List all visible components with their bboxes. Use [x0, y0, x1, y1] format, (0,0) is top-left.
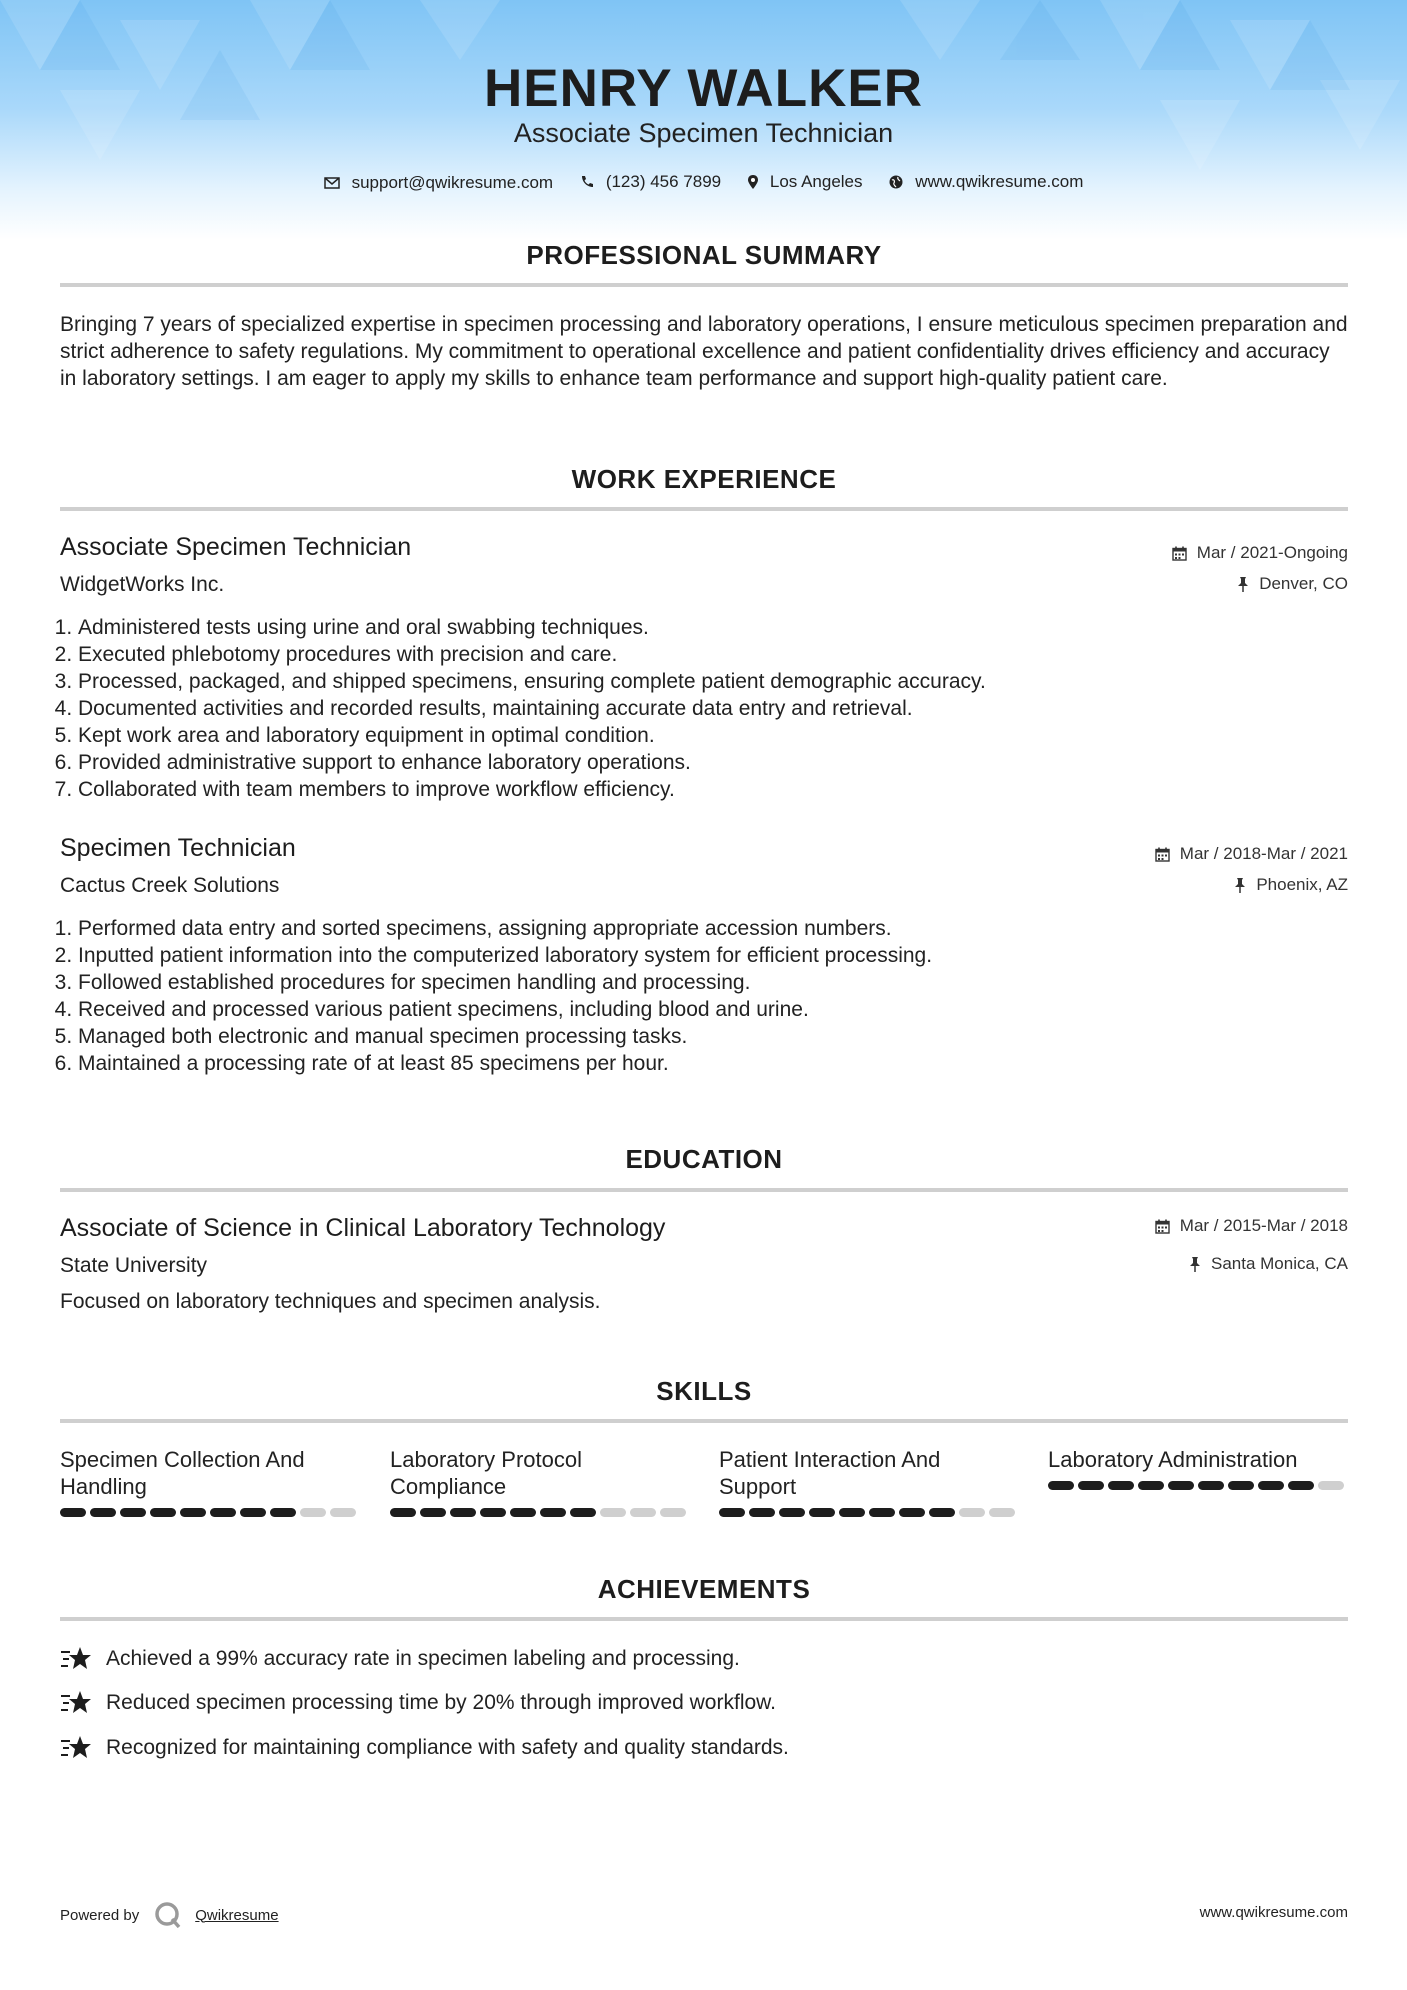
list-item: 6. Maintained a processing rate of at least 85 specimens per hour. — [78, 1050, 1368, 1077]
education-dates-text: Mar / 2015-Mar / 2018 — [1179, 1216, 1348, 1235]
skill-level-segment — [1138, 1481, 1164, 1490]
skill-level-segment — [180, 1508, 206, 1517]
list-item: 7. Collaborated with team members to improve workflow efficiency. — [78, 776, 1368, 803]
candidate-title: Associate Specimen Technician — [513, 118, 894, 148]
contact-location — [748, 172, 863, 192]
summary-heading: PROFESSIONAL SUMMARY — [526, 240, 882, 270]
skill-level-segment — [270, 1508, 296, 1517]
achievement-text: Reduced specimen processing time by 20% through improved workflow. — [106, 1691, 777, 1714]
contact-phone[interactable] — [580, 172, 721, 192]
achievement-item — [60, 1646, 740, 1672]
skill-level-segment — [390, 1508, 416, 1517]
email-text: support@qwikresume.com — [351, 173, 554, 192]
skill-level-segment — [989, 1508, 1015, 1517]
skill-item — [719, 1446, 1019, 1517]
list-item: 2. Inputted patient information into the computerized laboratory system for efficient processing. — [78, 942, 1368, 969]
skill-level-segment — [600, 1508, 626, 1517]
contact-website[interactable] — [889, 172, 1083, 192]
job-location — [1237, 574, 1348, 594]
skill-level-segment — [570, 1508, 596, 1517]
skill-level-bar — [60, 1508, 360, 1517]
skill-level-segment — [1258, 1481, 1284, 1490]
achievement-text: Recognized for maintaining compliance with safety and quality standards. — [106, 1736, 789, 1759]
skill-level-segment — [240, 1508, 266, 1517]
education-description: Focused on laboratory techniques and specimen analysis. — [60, 1290, 601, 1313]
list-item: 6. Provided administrative support to enhance laboratory operations. — [78, 749, 1368, 776]
phone-icon — [580, 175, 594, 189]
skill-level-segment — [480, 1508, 506, 1517]
list-item: 1. Performed data entry and sorted specimens, assigning appropriate accession numbers. — [78, 915, 1368, 942]
skill-level-segment — [300, 1508, 326, 1517]
skill-name: Specimen Collection And Handling — [60, 1447, 305, 1499]
skill-level-segment — [1288, 1481, 1314, 1490]
skill-level-segment — [1168, 1481, 1194, 1490]
globe-icon — [889, 175, 903, 189]
school-name: State University — [60, 1254, 208, 1277]
location-text: Los Angeles — [769, 172, 863, 191]
achievement-item — [60, 1690, 776, 1716]
job-dates-text: Mar / 2021-Ongoing — [1196, 543, 1348, 562]
skill-level-segment — [809, 1508, 835, 1517]
job-location — [1234, 875, 1348, 895]
powered-by-label: Powered by — [60, 1906, 140, 1924]
job-dates-text: Mar / 2018-Mar / 2021 — [1179, 844, 1348, 863]
skills-divider — [60, 1419, 1348, 1423]
qwikresume-logo-icon — [153, 1900, 183, 1930]
star-icon — [60, 1690, 92, 1716]
skill-level-segment — [1108, 1481, 1134, 1490]
education-location — [1189, 1254, 1348, 1274]
list-item: 3. Followed established procedures for specimen handling and processing. — [78, 969, 1368, 996]
skill-level-bar — [390, 1508, 690, 1517]
skill-level-segment — [1198, 1481, 1224, 1490]
skills-heading: SKILLS — [656, 1376, 752, 1406]
skill-name: Laboratory Protocol Compliance — [390, 1447, 582, 1499]
job-company: WidgetWorks Inc. — [60, 573, 225, 596]
contact-email[interactable] — [324, 173, 554, 193]
job-title: Associate Specimen Technician — [60, 533, 412, 561]
skill-level-segment — [1048, 1481, 1074, 1490]
pushpin-icon — [1234, 878, 1246, 893]
education-divider — [60, 1188, 1348, 1192]
skill-level-segment — [779, 1508, 805, 1517]
list-item: 4. Received and processed various patient specimens, including blood and urine. — [78, 996, 1368, 1023]
job-title: Specimen Technician — [60, 834, 296, 862]
footer-branding — [60, 1900, 279, 1930]
skill-level-segment — [749, 1508, 775, 1517]
list-item: 3. Processed, packaged, and shipped specimens, ensuring complete patient demographic accuracy. — [78, 668, 1368, 695]
calendar-icon — [1155, 847, 1170, 862]
skill-level-segment — [60, 1508, 86, 1517]
skill-level-segment — [540, 1508, 566, 1517]
skill-level-segment — [660, 1508, 686, 1517]
skill-level-segment — [90, 1508, 116, 1517]
website-text: www.qwikresume.com — [915, 172, 1084, 191]
achievements-heading: ACHIEVEMENTS — [597, 1574, 811, 1604]
skill-level-segment — [869, 1508, 895, 1517]
job-company: Cactus Creek Solutions — [60, 874, 280, 897]
calendar-icon — [1155, 1219, 1170, 1234]
skill-level-bar — [1048, 1481, 1348, 1490]
achievement-text: Achieved a 99% accuracy rate in specimen labeling and processing. — [106, 1647, 740, 1670]
job-dates — [1172, 543, 1348, 563]
skill-level-bar — [719, 1508, 1019, 1517]
candidate-name: HENRY WALKER — [484, 59, 923, 118]
achievements-divider — [60, 1617, 1348, 1621]
job-bullets — [60, 614, 1368, 803]
list-item: 5. Managed both electronic and manual specimen processing tasks. — [78, 1023, 1368, 1050]
map-pin-icon — [748, 175, 758, 189]
pushpin-icon — [1237, 577, 1249, 592]
skill-level-segment — [450, 1508, 476, 1517]
qwikresume-link[interactable]: Qwikresume — [195, 1906, 279, 1924]
education-heading: EDUCATION — [625, 1144, 783, 1174]
education-location-text: Santa Monica, CA — [1210, 1254, 1348, 1273]
skill-level-segment — [929, 1508, 955, 1517]
list-item: 1. Administered tests using urine and oral swabbing techniques. — [78, 614, 1368, 641]
skill-level-segment — [959, 1508, 985, 1517]
job-location-text: Denver, CO — [1259, 574, 1348, 593]
skill-item — [60, 1446, 360, 1517]
skill-item — [1048, 1446, 1348, 1490]
list-item: 2. Executed phlebotomy procedures with precision and care. — [78, 641, 1368, 668]
skill-level-segment — [1318, 1481, 1344, 1490]
skill-name: Laboratory Administration — [1048, 1447, 1298, 1472]
resume-header — [0, 0, 1407, 240]
skill-level-segment — [899, 1508, 925, 1517]
star-icon — [60, 1735, 92, 1761]
job-location-text: Phoenix, AZ — [1256, 875, 1348, 894]
skill-level-segment — [210, 1508, 236, 1517]
skill-level-segment — [839, 1508, 865, 1517]
star-icon — [60, 1646, 92, 1672]
skill-level-segment — [719, 1508, 745, 1517]
pushpin-icon — [1189, 1257, 1201, 1272]
job-dates — [1155, 844, 1348, 864]
skill-item — [390, 1446, 690, 1517]
skill-level-segment — [510, 1508, 536, 1517]
experience-divider — [60, 507, 1348, 511]
skill-level-segment — [1078, 1481, 1104, 1490]
experience-heading: WORK EXPERIENCE — [571, 464, 837, 494]
skill-level-segment — [150, 1508, 176, 1517]
achievement-item — [60, 1735, 789, 1761]
summary-divider — [60, 283, 1348, 287]
contact-line — [0, 172, 1407, 194]
list-item: 4. Documented activities and recorded results, maintaining accurate data entry and retrieval. — [78, 695, 1368, 722]
calendar-icon — [1172, 546, 1187, 561]
job-bullets — [60, 915, 1368, 1077]
summary-text: Bringing 7 years of specialized expertise in specimen processing and laboratory operations, I ensure meticulous specimen preparation and strict adherence to safety regulations. My commitment to operational excellence and patient confidentiality drives efficiency and accuracy in laboratory settings. I am eager to apply my skills to enhance team performance and support high-quality patient care. — [60, 313, 1348, 390]
skill-level-segment — [630, 1508, 656, 1517]
list-item: 5. Kept work area and laboratory equipment in optimal condition. — [78, 722, 1368, 749]
skill-level-segment — [330, 1508, 356, 1517]
skill-name: Patient Interaction And Support — [719, 1447, 941, 1499]
degree-title: Associate of Science in Clinical Laboratory Technology — [60, 1214, 666, 1242]
skill-level-segment — [420, 1508, 446, 1517]
skill-level-segment — [1228, 1481, 1254, 1490]
skill-level-segment — [120, 1508, 146, 1517]
phone-text: (123) 456 7899 — [605, 172, 722, 191]
footer-website[interactable]: www.qwikresume.com — [1199, 1904, 1348, 1921]
education-dates — [1155, 1216, 1348, 1236]
envelope-icon — [324, 177, 340, 189]
